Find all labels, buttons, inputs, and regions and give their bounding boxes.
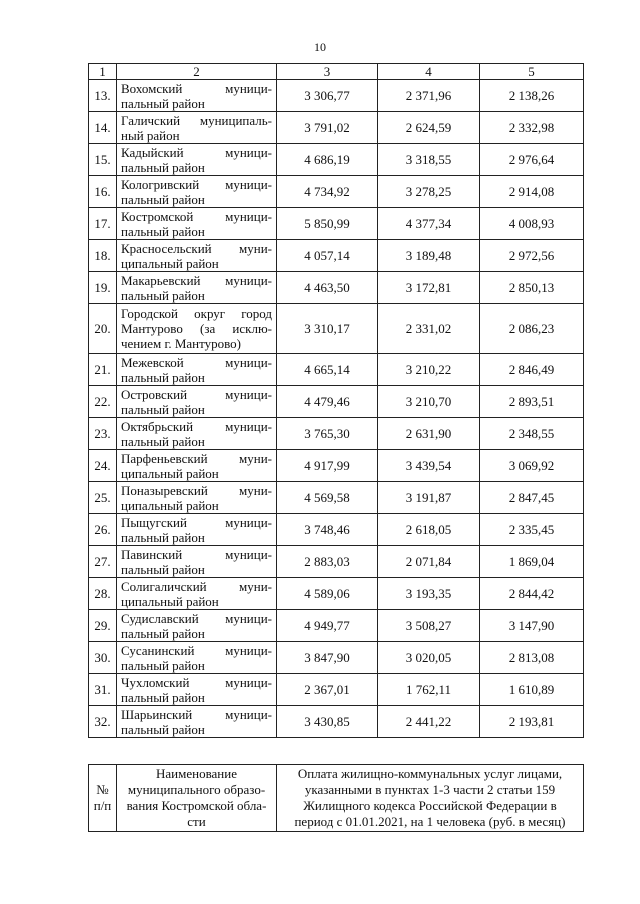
municipality-name-line: чением г. Мантурово) <box>121 336 242 351</box>
table-row <box>89 546 584 578</box>
municipality-name-line: Красносельский муни- <box>121 240 272 256</box>
header-text-line: муниципального образо- <box>127 782 266 797</box>
value-cell-v4: 4 377,34 <box>378 208 480 240</box>
table-row <box>89 80 584 112</box>
value-cell-v3: 3 765,30 <box>277 418 378 450</box>
municipality-name-line: Павинский муници- <box>121 546 272 562</box>
value-cell-v3: 4 479,46 <box>277 386 378 418</box>
municipality-name <box>117 578 277 610</box>
header-text-line: Жилищного кодекса Российской Федерации в <box>303 798 557 813</box>
header-number-cell <box>89 765 117 832</box>
table-row <box>89 144 584 176</box>
value-cell-v3: 4 949,77 <box>277 610 378 642</box>
header-text-line: указанными в пунктах 1-3 части 2 статьи 159 <box>304 782 556 797</box>
header-text-line: Наименование <box>156 766 237 781</box>
value-cell-v5: 2 976,64 <box>480 144 584 176</box>
municipality-name-line: Чухломский муници- <box>121 674 272 690</box>
municipality-name <box>117 546 277 578</box>
row-number: 14. <box>89 112 117 144</box>
municipality-name-line: ципальный район <box>121 593 219 609</box>
value-cell-v5: 2 846,49 <box>480 354 584 386</box>
header-text-line: Оплата жилищно-коммунальных услуг лицами, <box>297 766 563 781</box>
header-text-line: период с 01.01.2021, на 1 человека (руб. в месяц) <box>294 814 566 829</box>
municipality-name <box>117 304 277 354</box>
municipality-name-line: Мантурово (за исклю- <box>121 321 272 336</box>
municipality-name <box>117 144 277 176</box>
header-text-line: сти <box>187 814 206 829</box>
row-number: 13. <box>89 80 117 112</box>
municipality-name-line: Кологривский муници- <box>121 176 272 192</box>
value-cell-v5: 3 069,92 <box>480 450 584 482</box>
value-cell-v3: 3 791,02 <box>277 112 378 144</box>
municipality-name-line: Городской округ город <box>121 306 272 321</box>
value-cell-v3: 3 430,85 <box>277 706 378 738</box>
municipality-name <box>117 642 277 674</box>
page-number: 10 <box>314 40 326 54</box>
municipality-name-line: Шарьинский муници- <box>121 706 272 722</box>
row-number: 18. <box>89 240 117 272</box>
row-number: 26. <box>89 514 117 546</box>
municipality-name-line: пальный район <box>121 191 205 207</box>
value-cell-v3: 4 589,06 <box>277 578 378 610</box>
municipality-name <box>117 112 277 144</box>
row-number: 31. <box>89 674 117 706</box>
municipality-name-line: пальный район <box>121 287 205 303</box>
table-row <box>89 578 584 610</box>
table-row <box>89 674 584 706</box>
municipality-name-line: пальный район <box>121 369 205 385</box>
value-cell-v3: 3 306,77 <box>277 80 378 112</box>
value-cell-v5: 2 138,26 <box>480 80 584 112</box>
table-row <box>89 482 584 514</box>
header-row <box>89 765 584 832</box>
municipality-name-line: ный район <box>121 127 180 143</box>
value-cell-v4: 2 441,22 <box>378 706 480 738</box>
value-cell-v3: 3 748,46 <box>277 514 378 546</box>
row-number: 20. <box>89 304 117 354</box>
value-cell-v5: 2 850,13 <box>480 272 584 304</box>
value-cell-v4: 2 618,05 <box>378 514 480 546</box>
value-cell-v5: 2 332,98 <box>480 112 584 144</box>
header-text-line: вания Костромской обла- <box>126 798 267 813</box>
municipality-name <box>117 418 277 450</box>
row-number: 24. <box>89 450 117 482</box>
row-number: 15. <box>89 144 117 176</box>
header-text-line: п/п <box>93 798 112 813</box>
value-cell-v5: 2 847,45 <box>480 482 584 514</box>
municipality-name-line: Макарьевский муници- <box>121 272 272 288</box>
row-number: 16. <box>89 176 117 208</box>
table-row <box>89 176 584 208</box>
municipality-name <box>117 272 277 304</box>
municipality-name-line: ципальный район <box>121 255 219 271</box>
row-number: 29. <box>89 610 117 642</box>
row-number: 19. <box>89 272 117 304</box>
value-cell-v5: 2 972,56 <box>480 240 584 272</box>
value-cell-v5: 2 893,51 <box>480 386 584 418</box>
municipality-name-line: пальный район <box>121 625 205 641</box>
value-cell-v4: 1 762,11 <box>378 674 480 706</box>
municipality-name <box>117 674 277 706</box>
table-row <box>89 272 584 304</box>
municipality-name-line: ципальный район <box>121 465 219 481</box>
value-cell-v4: 3 193,35 <box>378 578 480 610</box>
municipality-name-line: пальный район <box>121 689 205 705</box>
value-cell-v4: 3 508,27 <box>378 610 480 642</box>
value-cell-v4: 3 020,05 <box>378 642 480 674</box>
value-cell-v5: 3 147,90 <box>480 610 584 642</box>
value-cell-v4: 3 278,25 <box>378 176 480 208</box>
row-number: 28. <box>89 578 117 610</box>
row-number: 23. <box>89 418 117 450</box>
value-cell-v4: 3 189,48 <box>378 240 480 272</box>
value-cell-v4: 3 191,87 <box>378 482 480 514</box>
municipality-name-line: пальный район <box>121 657 205 673</box>
value-cell-v3: 4 463,50 <box>277 272 378 304</box>
table-row <box>89 450 584 482</box>
value-cell-v5: 2 086,23 <box>480 304 584 354</box>
column-number-row <box>89 64 584 80</box>
municipality-name-line: Вохомский муници- <box>121 80 272 96</box>
table-row <box>89 706 584 738</box>
table-row <box>89 386 584 418</box>
municipality-name-line: пальный район <box>121 433 205 449</box>
value-cell-v4: 3 318,55 <box>378 144 480 176</box>
municipality-name-line: Солигаличский муни- <box>121 578 272 594</box>
municipality-name <box>117 208 277 240</box>
municipality-name-line: Пыщугский муници- <box>121 514 272 530</box>
value-cell-v5: 2 193,81 <box>480 706 584 738</box>
value-cell-v5: 1 610,89 <box>480 674 584 706</box>
value-cell-v3: 4 665,14 <box>277 354 378 386</box>
value-cell-v3: 4 057,14 <box>277 240 378 272</box>
municipality-name-line: пальный район <box>121 95 205 111</box>
municipality-name-line: пальный район <box>121 561 205 577</box>
value-cell-v3: 4 686,19 <box>277 144 378 176</box>
table-row <box>89 610 584 642</box>
value-cell-v5: 4 008,93 <box>480 208 584 240</box>
table-row <box>89 240 584 272</box>
table-row <box>89 642 584 674</box>
value-cell-v4: 3 172,81 <box>378 272 480 304</box>
municipality-name-line: Поназыревский муни- <box>121 482 272 498</box>
value-cell-v3: 3 847,90 <box>277 642 378 674</box>
municipality-name-line: ципальный район <box>121 497 219 513</box>
row-number: 30. <box>89 642 117 674</box>
value-cell-v3: 2 883,03 <box>277 546 378 578</box>
municipality-name <box>117 80 277 112</box>
municipality-name-line: пальный район <box>121 529 205 545</box>
column-number: 5 <box>480 64 584 80</box>
row-number: 27. <box>89 546 117 578</box>
value-cell-v4: 2 631,90 <box>378 418 480 450</box>
value-cell-v5: 2 813,08 <box>480 642 584 674</box>
header-text-line: № <box>96 782 109 797</box>
table-row <box>89 514 584 546</box>
municipality-name-line: Кадыйский муници- <box>121 144 272 160</box>
value-cell-v3: 4 734,92 <box>277 176 378 208</box>
value-cell-v4: 2 371,96 <box>378 80 480 112</box>
value-cell-v3: 3 310,17 <box>277 304 378 354</box>
table-row <box>89 354 584 386</box>
municipality-name-line: пальный район <box>121 223 205 239</box>
municipality-name <box>117 354 277 386</box>
value-cell-v4: 2 071,84 <box>378 546 480 578</box>
municipality-name <box>117 610 277 642</box>
municipality-name-line: пальный район <box>121 159 205 175</box>
value-cell-v4: 3 439,54 <box>378 450 480 482</box>
row-number: 22. <box>89 386 117 418</box>
value-cell-v5: 2 335,45 <box>480 514 584 546</box>
municipality-name-line: Галичский муниципаль- <box>121 112 272 128</box>
municipality-name <box>117 514 277 546</box>
column-number: 1 <box>89 64 117 80</box>
value-cell-v4: 2 624,59 <box>378 112 480 144</box>
value-cell-v5: 2 348,55 <box>480 418 584 450</box>
header-name-cell <box>117 765 277 832</box>
municipality-name-line: Сусанинский муници- <box>121 642 272 658</box>
municipality-name <box>117 450 277 482</box>
municipality-name-line: Парфеньевский муни- <box>121 450 272 466</box>
row-number: 17. <box>89 208 117 240</box>
value-cell-v4: 3 210,22 <box>378 354 480 386</box>
value-cell-v5: 2 914,08 <box>480 176 584 208</box>
data-table <box>88 63 584 738</box>
municipality-name-line: Межевской муници- <box>121 354 272 370</box>
row-number: 21. <box>89 354 117 386</box>
table-row <box>89 112 584 144</box>
municipality-name-line: Судиславский муници- <box>121 610 272 626</box>
value-cell-v5: 1 869,04 <box>480 546 584 578</box>
column-number: 2 <box>117 64 277 80</box>
value-cell-v3: 4 917,99 <box>277 450 378 482</box>
municipality-name-line: Октябрьский муници- <box>121 418 272 434</box>
municipality-name-line: пальный район <box>121 401 205 417</box>
row-number: 32. <box>89 706 117 738</box>
municipality-name <box>117 176 277 208</box>
header-payment-cell <box>277 765 584 832</box>
table-row <box>89 208 584 240</box>
municipality-name <box>117 240 277 272</box>
value-cell-v3: 4 569,58 <box>277 482 378 514</box>
value-cell-v3: 2 367,01 <box>277 674 378 706</box>
table-row <box>89 418 584 450</box>
header-table <box>88 764 584 832</box>
municipality-name-line: Костромской муници- <box>121 208 272 224</box>
value-cell-v4: 3 210,70 <box>378 386 480 418</box>
municipality-name-line: пальный район <box>121 721 205 737</box>
column-number: 4 <box>378 64 480 80</box>
municipality-name-line: Островский муници- <box>121 386 272 402</box>
column-number: 3 <box>277 64 378 80</box>
value-cell-v4: 2 331,02 <box>378 304 480 354</box>
row-number: 25. <box>89 482 117 514</box>
municipality-name <box>117 482 277 514</box>
municipality-name <box>117 386 277 418</box>
municipality-name <box>117 706 277 738</box>
table-row <box>89 304 584 354</box>
value-cell-v3: 5 850,99 <box>277 208 378 240</box>
value-cell-v5: 2 844,42 <box>480 578 584 610</box>
